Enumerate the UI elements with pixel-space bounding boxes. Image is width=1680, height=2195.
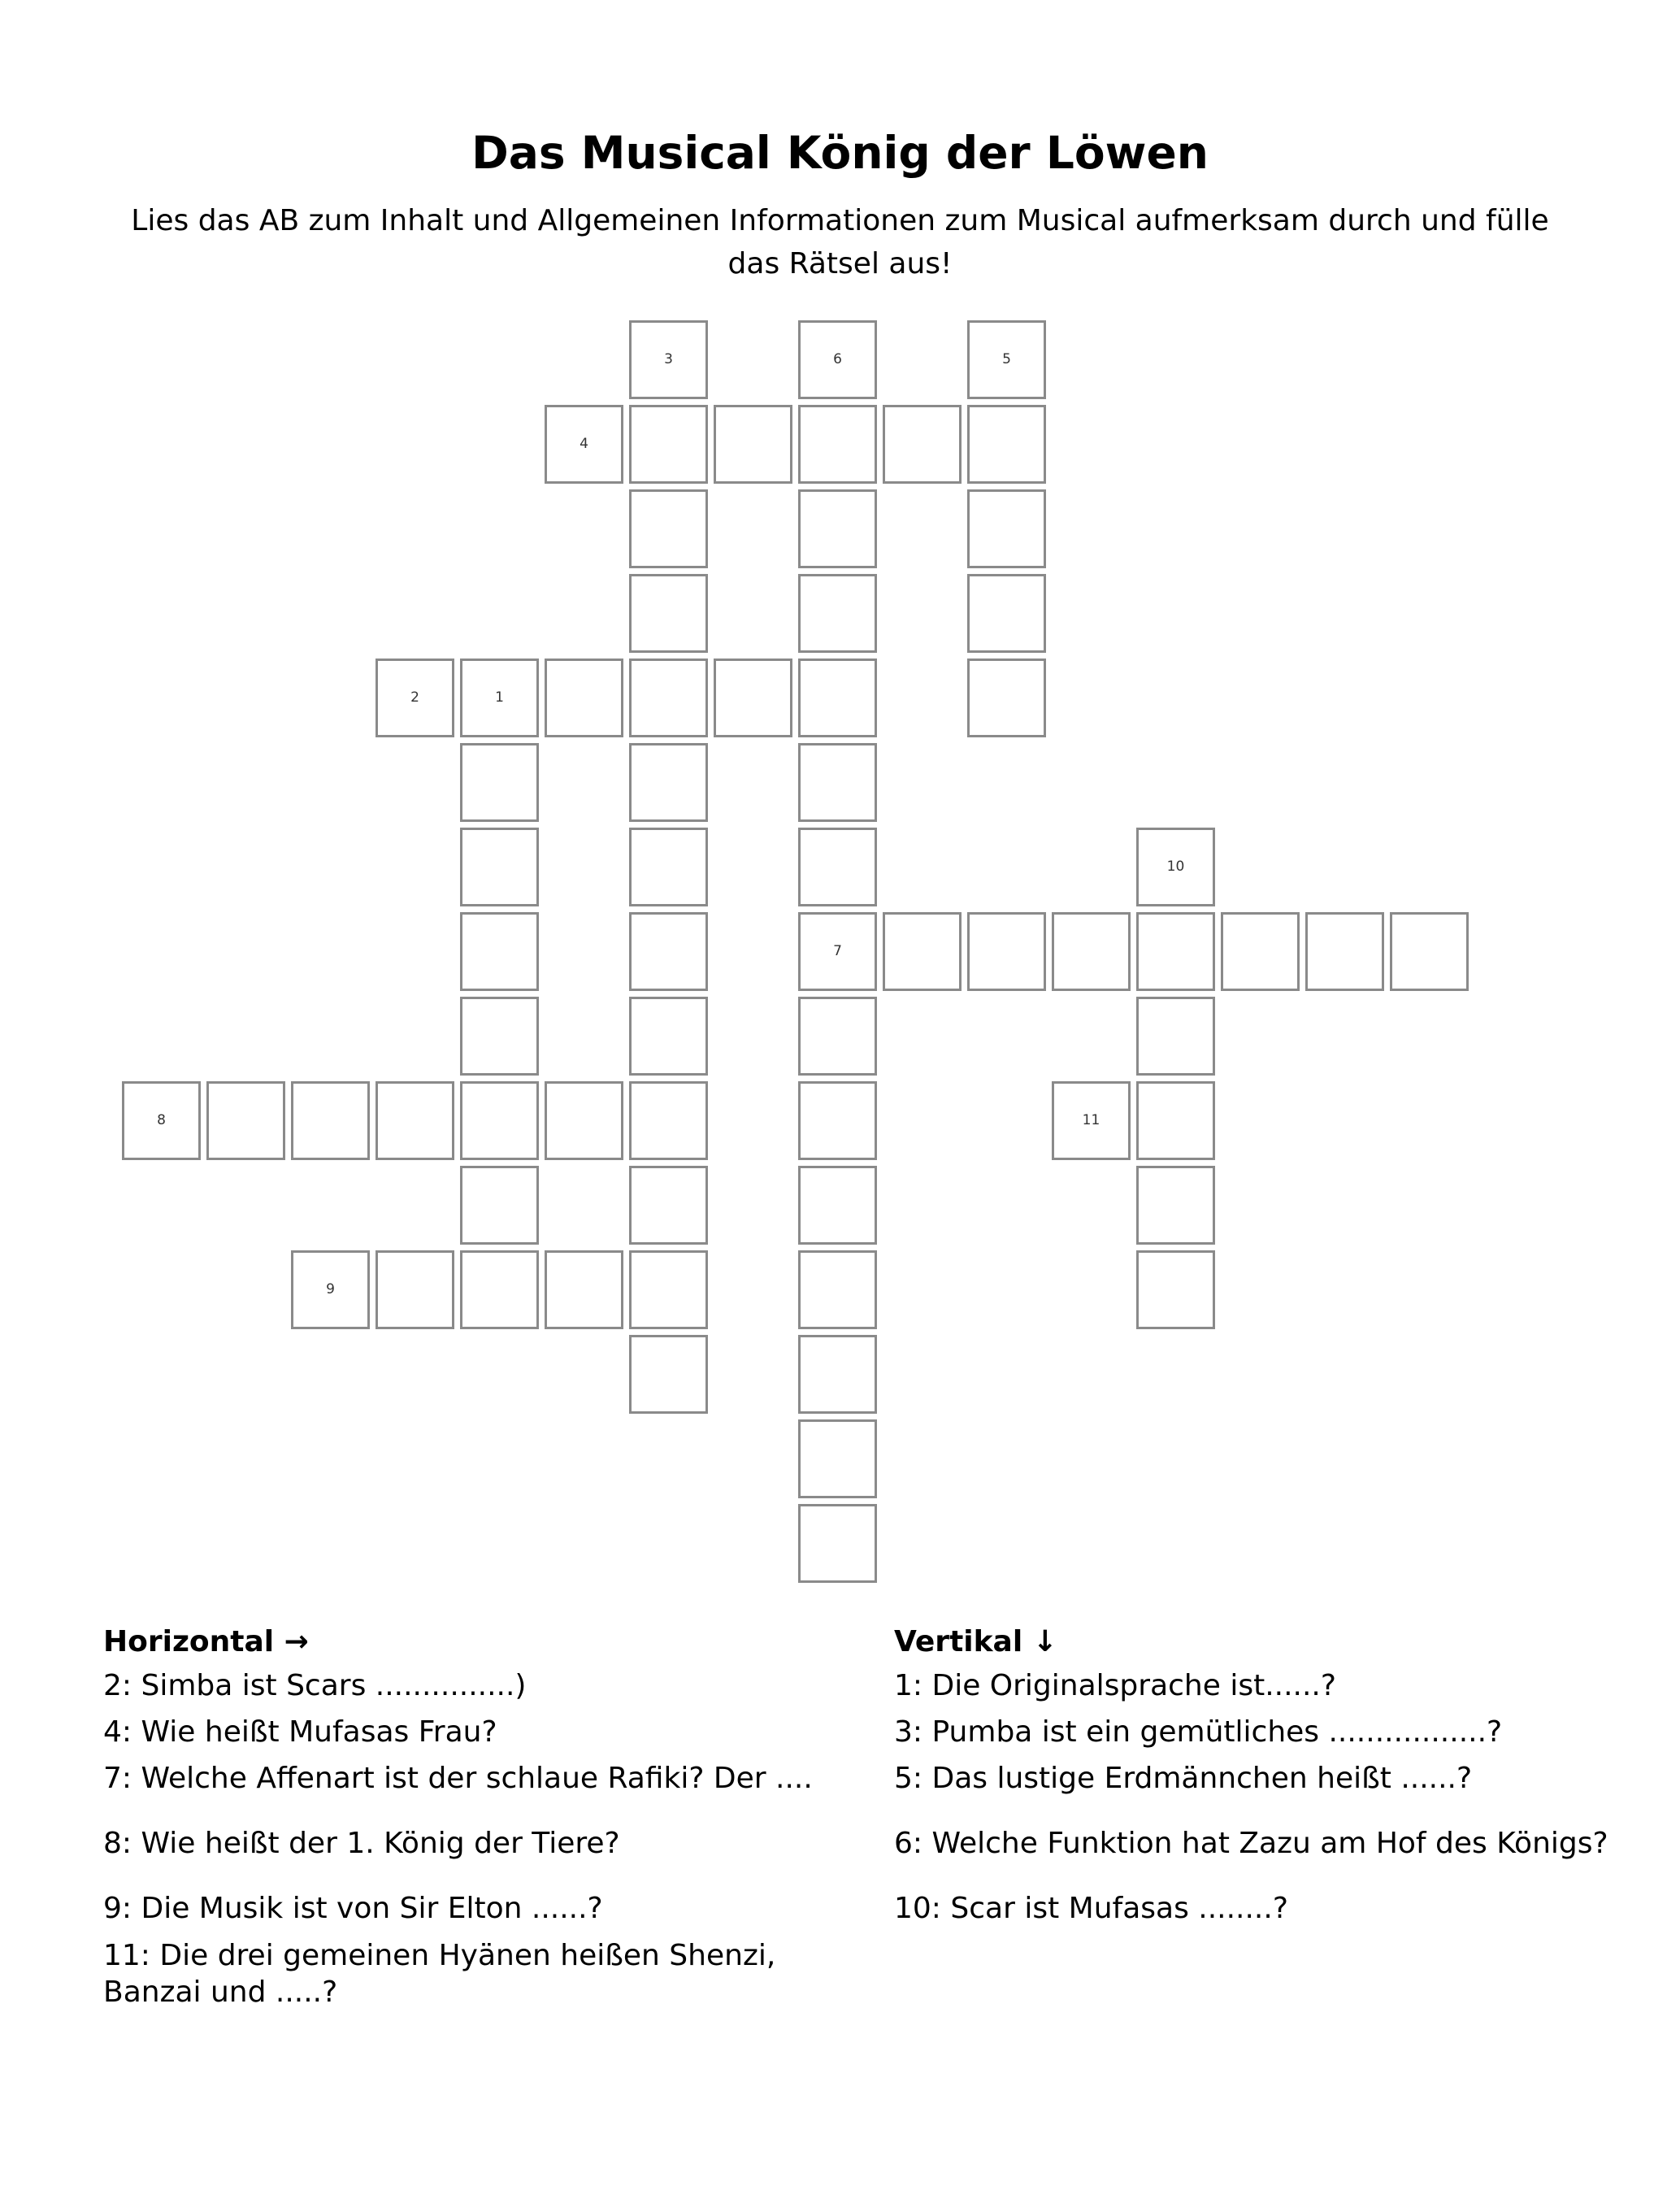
clue-h-11: 11: Die drei gemeinen Hyänen heißen Shenzi, Banzai und .....? [103,1938,776,2009]
crossword-cell[interactable] [967,405,1046,484]
crossword-cell[interactable] [798,405,877,484]
clue-h-7: 7: Welche Affenart ist der schlaue Rafiki? Der .... [103,1762,813,1795]
crossword-cell[interactable] [122,1081,201,1160]
crossword-cell[interactable] [798,1081,877,1160]
page-title: Das Musical König der Löwen [471,127,1209,179]
crossword-cell[interactable] [460,828,539,906]
crossword-cell[interactable] [883,405,962,484]
crossword-cell[interactable] [545,1250,623,1329]
crossword-cell[interactable] [798,828,877,906]
crossword-cell[interactable] [798,1250,877,1329]
clue-h-2: 2: Simba ist Scars ...............) [103,1669,527,1702]
crossword-cell[interactable] [460,1081,539,1160]
clue-number-label: 5 [1002,351,1011,367]
clue-h-9: 9: Die Musik ist von Sir Elton ......? [103,1892,603,1925]
vertical-clues [894,1622,1658,1932]
crossword-cell[interactable] [629,1166,708,1245]
vertical-heading: Vertikal ↓ [894,1625,1057,1658]
crossword-cell[interactable] [798,489,877,568]
crossword-cell[interactable] [1136,828,1215,906]
crossword-cell[interactable] [206,1081,285,1160]
clue-v-1: 1: Die Originalsprache ist......? [894,1669,1336,1702]
clue-h-4: 4: Wie heißt Mufasas Frau? [103,1715,497,1749]
crossword-cell[interactable] [460,1250,539,1329]
crossword-cell[interactable] [629,658,708,737]
crossword-cell[interactable] [460,743,539,822]
crossword-cell[interactable] [1136,1250,1215,1329]
crossword-cell[interactable] [798,743,877,822]
clue-number-label: 7 [833,943,842,959]
crossword-cell[interactable] [629,489,708,568]
crossword-cell[interactable] [376,1250,454,1329]
crossword-cell[interactable] [629,320,708,399]
crossword-cell[interactable] [629,405,708,484]
clue-number-label: 4 [580,436,588,452]
crossword-cell[interactable] [460,658,539,737]
crossword-cell[interactable] [798,1166,877,1245]
crossword-cell[interactable] [460,997,539,1076]
crossword-cell[interactable] [545,1081,623,1160]
crossword-cell[interactable] [376,1081,454,1160]
crossword-cell[interactable] [629,828,708,906]
crossword-cell[interactable] [1052,1081,1131,1160]
crossword-cell[interactable] [545,658,623,737]
crossword-cell[interactable] [798,997,877,1076]
crossword-cell[interactable] [629,912,708,991]
crossword-cell[interactable] [1136,997,1215,1076]
clue-number-label: 3 [664,351,673,367]
clue-v-3: 3: Pumba ist ein gemütliches .................? [894,1715,1503,1749]
crossword-cell[interactable] [1390,912,1469,991]
crossword-cell[interactable] [629,1335,708,1414]
crossword-cell[interactable] [798,574,877,653]
clue-v-5: 5: Das lustige Erdmännchen heißt ......? [894,1762,1473,1795]
crossword-cell[interactable] [967,658,1046,737]
clue-number-label: 6 [833,351,842,367]
clue-number-label: 2 [410,689,419,706]
crossword-cell[interactable] [798,1504,877,1583]
crossword-cell[interactable] [967,912,1046,991]
crossword-cell[interactable] [629,1081,708,1160]
crossword-cell[interactable] [376,658,454,737]
crossword-cell[interactable] [460,1166,539,1245]
crossword-cell[interactable] [967,574,1046,653]
clue-number-label: 8 [157,1112,166,1128]
horizontal-clues [103,1622,867,2015]
crossword-cell[interactable] [1305,912,1384,991]
crossword-cell[interactable] [1136,1081,1215,1160]
clue-number-label: 10 [1166,858,1185,875]
crossword-cell[interactable] [883,912,962,991]
crossword-cell[interactable] [798,1419,877,1498]
crossword-cell[interactable] [1136,1166,1215,1245]
crossword-cell[interactable] [460,912,539,991]
crossword-cell[interactable] [629,574,708,653]
crossword-cell[interactable] [967,489,1046,568]
clue-v-10: 10: Scar ist Mufasas ........? [894,1892,1288,1925]
horizontal-heading: Horizontal → [103,1625,309,1658]
crossword-cell[interactable] [798,320,877,399]
crossword-cell[interactable] [714,658,792,737]
instructions: Lies das AB zum Inhalt und Allgemeinen Informationen zum Musical aufmerksam durch und fülle das Rätsel aus! [131,204,1549,280]
clue-h-8: 8: Wie heißt der 1. König der Tiere? [103,1827,620,1860]
crossword-cell[interactable] [545,405,623,484]
crossword-cell[interactable] [629,997,708,1076]
crossword-cell[interactable] [291,1081,370,1160]
clue-v-6: 6: Welche Funktion hat Zazu am Hof des Königs? [894,1827,1608,1860]
crossword-cell[interactable] [798,658,877,737]
crossword-cell[interactable] [629,1250,708,1329]
clue-number-label: 11 [1082,1112,1100,1128]
crossword-cell[interactable] [291,1250,370,1329]
crossword-cell[interactable] [967,320,1046,399]
crossword-cell[interactable] [714,405,792,484]
crossword-cell[interactable] [629,743,708,822]
crossword-cell[interactable] [798,912,877,991]
clue-number-label: 9 [326,1281,335,1297]
crossword-cell[interactable] [1221,912,1300,991]
crossword-cell[interactable] [1052,912,1131,991]
crossword-cell[interactable] [798,1335,877,1414]
crossword-cell[interactable] [1136,912,1215,991]
clue-number-label: 1 [495,689,504,706]
